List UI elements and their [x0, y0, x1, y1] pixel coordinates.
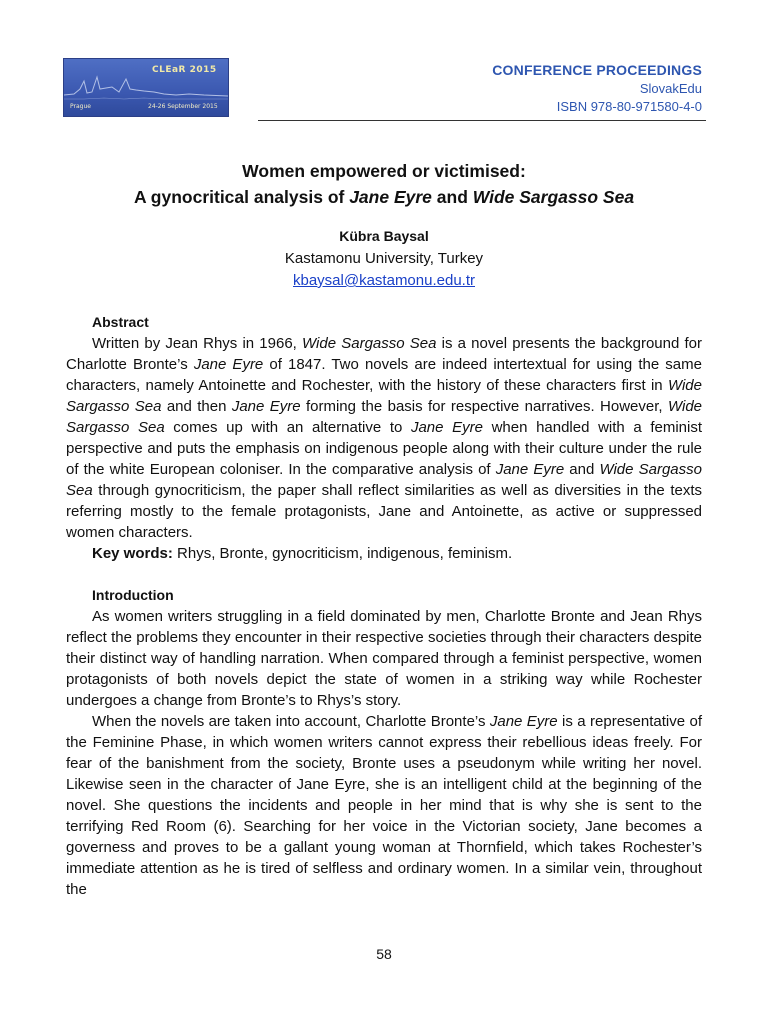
paper-body: [66, 158, 702, 900]
introduction-paragraph-2: When the novels are taken into account, Charlotte Bronte’s Jane Eyre is a representative of the Feminine Phase, in which women writers cannot express their rebellious ideas freely. For fear of the banishment from the society, Bronte uses a pseudonym while writing her novel. Likewise seen in the character of Jane Eyre, she is an intelligent child at the beginning of the novel. She questions the incidents and people in her mind that is why she is sent to the terrifying Red Room (6). Searching for her voice in the Victorian society, Jane becomes a governess and proves to be a gallant young woman at Thornfield, which takes Rochester’s immediate attention as he is tired of selfless and ordinary women. In a similar vein, throughout the: [66, 713, 702, 898]
logo-title: CLEaR 2015: [152, 65, 217, 75]
author-affiliation: Kastamonu University, Turkey: [284, 250, 484, 267]
isbn-label: ISBN 978-80-971580-4-0: [556, 99, 702, 114]
logo-dates: 24-26 September 2015: [148, 103, 218, 110]
publisher-label: SlovakEdu: [639, 81, 702, 96]
introduction-paragraph-1: As women writers struggling in a field dominated by men, Charlotte Bronte and Jean Rhys reflect the problems they encounter in their respective societies through their characters despite their distinct way of handling narration. When compared through a feminist perspective, women protagonists of both novels depict the state of women in a striking way while Rochester undergoes a change from Bronte’s to Rhys’s story.: [66, 608, 702, 709]
header-divider: [258, 120, 706, 121]
paper-title: [66, 158, 702, 210]
title-line-2-prefix: A gynocritical analysis of: [133, 187, 350, 207]
title-work-2: Wide Sargasso Sea: [472, 187, 635, 207]
page-number: 58: [376, 946, 392, 962]
header-info: [492, 62, 702, 114]
abstract-heading: Abstract: [92, 314, 149, 330]
keywords: [92, 543, 702, 564]
keywords-list: Rhys, Bronte, gynocriticism, indigenous, feminism.: [172, 545, 513, 562]
abstract-text: Written by Jean Rhys in 1966, Wide Sargasso Sea is a novel presents the background for Charlotte Bronte’s Jane Eyre of 1847. Two novels are indeed intertextual for using the same characters, namely Antoinette and Rochester, with the history of these characters first in Wide Sargasso Sea and then Jane Eyre forming the basis for respective narratives. However, Wide Sargasso Sea comes up with an alternative to Jane Eyre when handled with a feminist perspective and puts the emphasis on indigenous people along with their culture under the rule of the white European coloniser. In the comparative analysis of Jane Eyre and Wide Sargasso Sea through gynocriticism, the paper shall reflect similarities as well as diversities in the texts referring mostly to the female protagonists, Jane and Antoinette, as active or suppressed women characters.: [66, 335, 703, 541]
proceedings-label: CONFERENCE PROCEEDINGS: [492, 62, 702, 78]
title-line-1: Women empowered or victimised:: [242, 161, 526, 181]
title-line-2-and: and: [431, 187, 473, 207]
introduction-heading: Introduction: [92, 587, 174, 603]
author-name: Kübra Baysal: [339, 228, 429, 244]
author-block: [66, 226, 702, 291]
logo-city: Prague: [70, 103, 91, 110]
keywords-label: Key words:: [92, 545, 173, 562]
author-email-link[interactable]: kbaysal@kastamonu.edu.tr: [293, 272, 475, 289]
title-work-1: Jane Eyre: [349, 187, 432, 207]
conference-logo: [63, 58, 229, 117]
